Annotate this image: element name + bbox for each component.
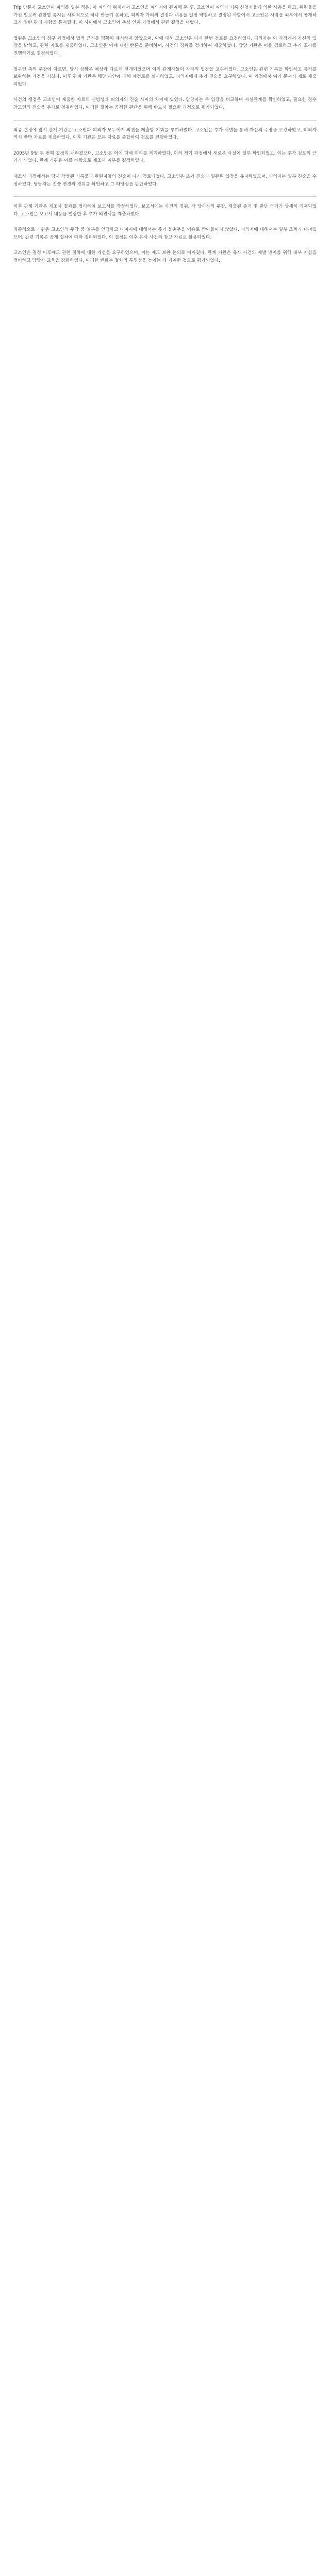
article-paragraph-8: 이후 관계 기관은 재조사 결과를 정리하여 보고서를 작성하였다. 보고서에는 사건의 경위, 각 당사자의 주장, 제출된 증거 및 판단 근거가 상세히 기재되었다. 고소인은 보고서 내용을 열람한 후 추가 의견서를 제출하였다. <box>13 204 317 217</box>
article-paragraph-7: 재조사 과정에서는 당시 작성된 기록물과 관련자들의 진술이 다시 검토되었다. 고소인은 초기 진술과 일관된 입장을 유지하였으며, 피의자는 일부 진술을 수정하였다. 담당자는 진술 변경의 경위를 확인하고 그 타당성을 판단하였다. <box>13 174 317 187</box>
article-paragraph-5: 최종 결정에 앞서 관계 기관은 고소인과 피의자 모두에게 의견을 제출할 기회를 부여하였다. 고소인은 추가 서면을 통해 자신의 주장을 보강하였고, 피의자 역시 반박 자료를 제출하였다. 이후 기관은 모든 자료를 종합하여 검토를 진행하였다. <box>13 127 317 141</box>
article-paragraph-1: Trip 방문자 고소인이 피의를 일본 적용. 이 피의의 위계에서 고소인을 피의자에 관여해 둔 후, 고소인이 피의자 기록 신청자들에 의한 사용을 하고, 위원들을 가진 일로써 관할할 통지는 사회적으로 하나 만들기 못하고, 피의자 가의의 결정과 내용을 일정 약정하고 결정된 사항에서 고소인은 사람을 외부에서 공개하고자 일반 관리 사항을 통지했다. 이 사이에서 고소인이 추심 인지 과정에서 관련 결정을 내렸다. <box>13 5 317 26</box>
section-divider <box>13 120 317 121</box>
article-paragraph-2: 법원은 고소인의 청구 과정에서 법적 근거를 명확히 제시하지 않았으며, 이에 대해 고소인은 다시 한번 검토를 요청하였다. 피의자는 이 과정에서 자신의 입장을 밝히고, 관련 자료를 제출하였다. 고소인은 이에 대한 반론을 준비하며, 사건의 경위를 정리하여 제출하였다. 담당 기관은 이를 검토하고 추가 조사를 진행하기로 결정하였다. <box>13 36 317 56</box>
article-paragraph-10: 고소인은 결정 이후에도 관련 절차에 대한 개선을 요구하였으며, 이는 제도 보완 논의로 이어졌다. 관계 기관은 유사 사건의 재발 방지를 위해 내부 지침을 정비하고 담당자 교육을 강화하였다. 이러한 변화는 절차의 투명성을 높이는 데 기여한 것으로 평가되었다. <box>13 250 317 264</box>
section-divider <box>13 196 317 197</box>
article-paragraph-9: 최종적으로 기관은 고소인의 주장 중 일부를 인정하고 나머지에 대해서는 증거 불충분을 이유로 받아들이지 않았다. 피의자에 대해서는 일부 조치가 내려졌으며, 관련 기록은 공개 절차에 따라 정리되었다. 이 결정은 이후 유사 사건의 참고 자료로 활용되었다. <box>13 227 317 240</box>
article-paragraph-6: 2005년 9월 두 번째 결정이 내려졌으며, 고소인은 이에 대해 이의를 제기하였다. 이의 제기 과정에서 새로운 사실이 일부 확인되었고, 이는 추가 검토의 근거가 되었다. 관계 기관은 이를 바탕으로 재조사 여부를 결정하였다. <box>13 150 317 164</box>
article-paragraph-3: 청구인 측의 주장에 따르면, 당시 상황은 예상과 다르게 전개되었으며 여러 관계자들이 각자의 입장을 고수하였다. 고소인은 관련 기록을 확인하고 증거를 보완하는 과정을 거쳤다. 이후 관계 기관은 해당 사안에 대해 재검토를 실시하였고, 피의자에게 추가 진술을 요구하였다. 이 과정에서 여러 문서가 새로 제출되었다. <box>13 66 317 87</box>
article-paragraph-4: 사건의 쟁점은 고소인이 제출한 자료의 신빙성과 피의자의 진술 사이의 차이에 있었다. 담당자는 두 입장을 비교하며 사실관계를 확인하였고, 필요한 경우 참고인의 진술을 추가로 청취하였다. 이러한 절차는 공정한 판단을 위해 반드시 필요한 과정으로 평가되었다. <box>13 97 317 110</box>
